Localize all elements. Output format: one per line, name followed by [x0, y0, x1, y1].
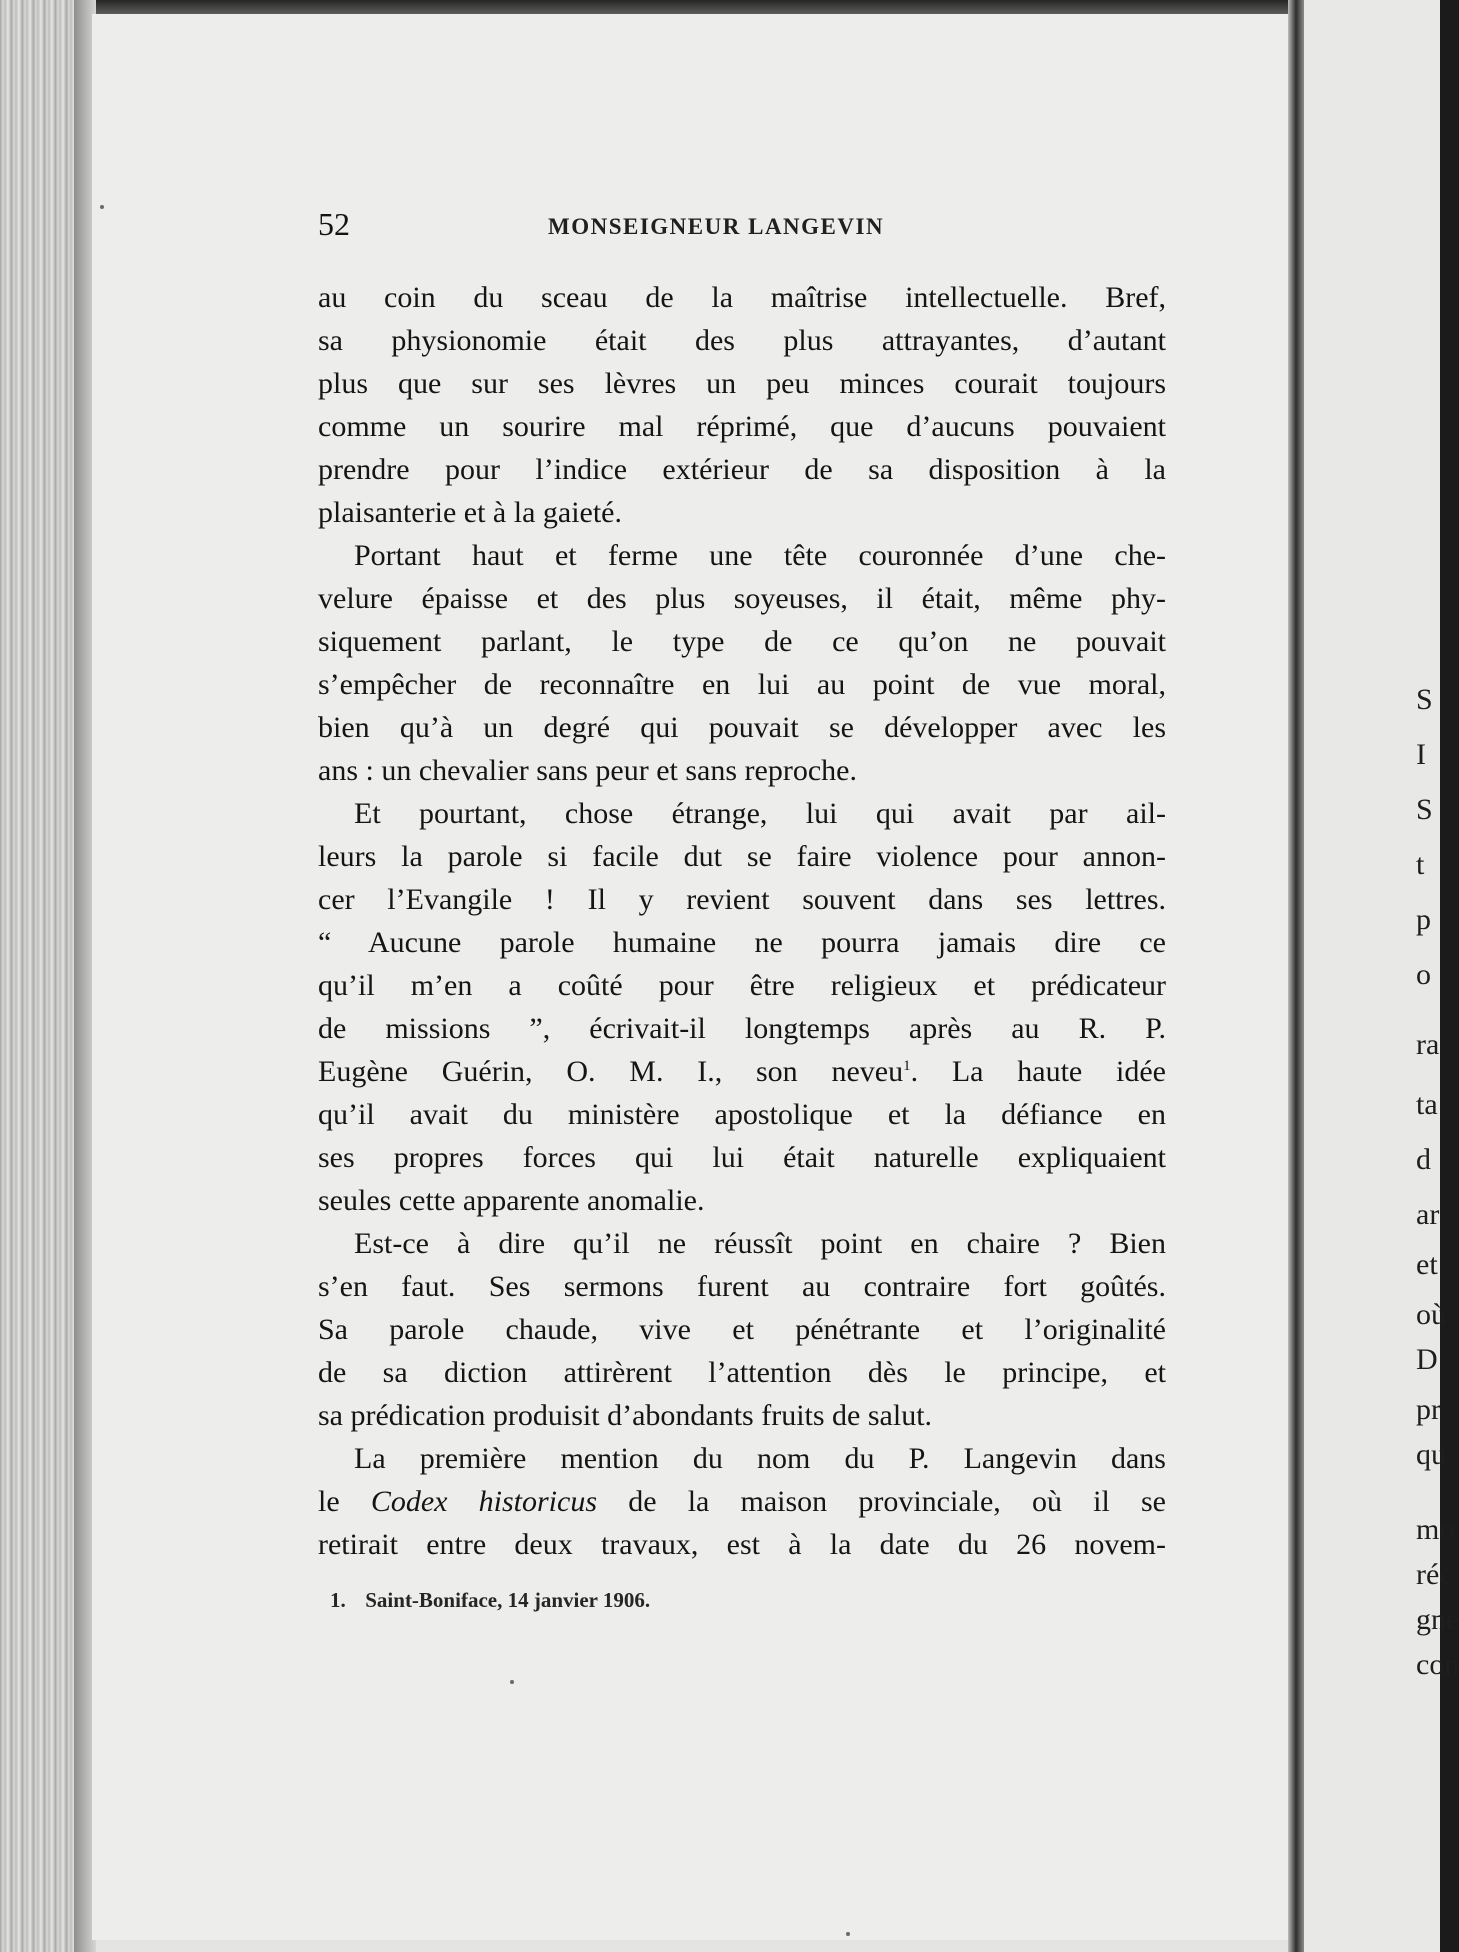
text-line [318, 878, 1166, 921]
line-text: Sa parole chaude, vive et pénétrante et l’originalité [318, 1313, 1166, 1346]
text-line [318, 1437, 1166, 1480]
footnote-number: 1. [330, 1588, 346, 1612]
text-line [318, 577, 1166, 620]
line-text: prendre pour l’indice extérieur de sa disposition à la [318, 453, 1166, 486]
scan-speck [846, 1932, 850, 1936]
line-text: sa prédication produisit d’abondants fruits de salut. [318, 1399, 933, 1432]
footnote-text: Saint-Boniface, 14 janvier 1906. [365, 1588, 651, 1612]
text-line [318, 921, 1166, 964]
facing-page-fragment: où [1416, 1298, 1446, 1331]
facing-page-fragment: pr [1416, 1393, 1441, 1426]
footnote-reference: 1 [903, 1058, 911, 1074]
text-line [318, 620, 1166, 663]
text-line [318, 276, 1166, 319]
facing-page-fragment: ar [1416, 1198, 1440, 1231]
text-line [318, 1050, 1166, 1093]
text-line [318, 964, 1166, 1007]
line-text: de missions ”, écrivait-il longtemps après au R. P. [318, 1012, 1166, 1045]
footnote [330, 1588, 650, 1613]
text-line [318, 663, 1166, 706]
line-text: ans : un chevalier sans peur et sans reproche. [318, 754, 857, 787]
facing-page-fragment: ta [1416, 1088, 1438, 1121]
text-line [318, 1480, 1166, 1523]
line-text: le [318, 1485, 371, 1518]
text-line [318, 491, 1166, 534]
facing-page-fragment: réc [1416, 1558, 1453, 1591]
text-line [318, 1093, 1166, 1136]
facing-page-fragment: d [1416, 1143, 1431, 1176]
italic-title: Codex historicus [370, 1485, 598, 1518]
text-line [318, 706, 1166, 749]
line-text: Est-ce à dire qu’il ne réussît point en chaire ? Bien [354, 1227, 1166, 1260]
text-line [318, 1351, 1166, 1394]
text-line [318, 448, 1166, 491]
book-gutter [1288, 0, 1304, 1952]
text-line [318, 1007, 1166, 1050]
text-line [318, 1394, 1166, 1437]
facing-page-fragment: et [1416, 1248, 1438, 1281]
text-line [318, 792, 1166, 835]
line-text: Portant haut et ferme une tête couronnée d’une che- [354, 539, 1166, 572]
text-line [318, 319, 1166, 362]
facing-page-fragment: I [1416, 738, 1426, 771]
line-text: siquement parlant, le type de ce qu’on ne pouvait [318, 625, 1166, 658]
facing-page-fragment: S [1416, 683, 1433, 716]
text-line [318, 1265, 1166, 1308]
text-line [318, 1523, 1166, 1566]
line-text: qu’il avait du ministère apostolique et la défiance en [318, 1098, 1166, 1131]
line-text: leurs la parole si facile dut se faire violence pour annon- [318, 840, 1166, 873]
line-text: Eugène Guérin, O. M. I., son neveu [318, 1055, 904, 1088]
line-text: bien qu’à un degré qui pouvait se développer avec les [318, 711, 1166, 744]
line-text-continued: . La haute idée [910, 1055, 1166, 1088]
text-line [318, 362, 1166, 405]
facing-page-fragment: D [1416, 1343, 1438, 1376]
running-head: MONSEIGNEUR LANGEVIN [548, 214, 885, 239]
facing-page-fragment: ra [1416, 1028, 1440, 1061]
line-text: comme un sourire mal réprimé, que d’aucuns pouvaient [318, 410, 1166, 443]
body-text [318, 276, 1166, 1566]
text-line [318, 1308, 1166, 1351]
facing-page-fragment: mo [1416, 1513, 1455, 1546]
facing-page-fragment: con [1416, 1648, 1459, 1681]
facing-page-fragment: gne [1416, 1603, 1459, 1636]
facing-page-fragment: qu [1416, 1438, 1446, 1471]
line-text: ses propres forces qui lui était naturelle expliquaient [318, 1141, 1166, 1174]
text-line [318, 534, 1166, 577]
line-text: velure épaisse et des plus soyeuses, il était, même phy- [318, 582, 1166, 615]
text-line [318, 749, 1166, 792]
text-line [318, 405, 1166, 448]
text-line [318, 1179, 1166, 1222]
text-line [318, 1136, 1166, 1179]
scan-speck [100, 205, 104, 209]
line-text: qu’il m’en a coûté pour être religieux et prédicateur [318, 969, 1166, 1002]
line-text: La première mention du nom du P. Langevin dans [354, 1442, 1166, 1475]
facing-page-fragment: S [1416, 793, 1433, 826]
line-text: Et pourtant, chose étrange, lui qui avait par ail- [354, 797, 1166, 830]
line-text: cer l’Evangile ! Il y revient souvent dans ses lettres. [318, 883, 1166, 916]
line-text: au coin du sceau de la maîtrise intellectuelle. Bref, [318, 281, 1166, 314]
facing-page-fragment: t [1416, 848, 1425, 881]
facing-page-fragment: o [1416, 958, 1431, 991]
text-line [318, 1222, 1166, 1265]
line-text: plaisanterie et à la gaieté. [318, 496, 622, 529]
line-text: s’en faut. Ses sermons furent au contraire fort goûtés. [318, 1270, 1166, 1303]
line-text-continued: de la maison provinciale, où il se [597, 1485, 1166, 1518]
line-text: seules cette apparente anomalie. [318, 1184, 705, 1217]
line-text: retirait entre deux travaux, est à la date du 26 novem- [318, 1528, 1166, 1561]
page-number: 52 [318, 206, 350, 242]
text-line [318, 835, 1166, 878]
facing-page-fragment: p [1416, 903, 1431, 936]
scan-speck [510, 1680, 514, 1684]
line-text: plus que sur ses lèvres un peu minces courait toujours [318, 367, 1166, 400]
page-header [318, 206, 1168, 246]
line-text: sa physionomie était des plus attrayantes, d’autant [318, 324, 1166, 357]
line-text: s’empêcher de reconnaître en lui au point de vue moral, [318, 668, 1166, 701]
line-text: de sa diction attirèrent l’attention dès le principe, et [318, 1356, 1166, 1389]
line-text: “ Aucune parole humaine ne pourra jamais dire ce [318, 926, 1166, 959]
